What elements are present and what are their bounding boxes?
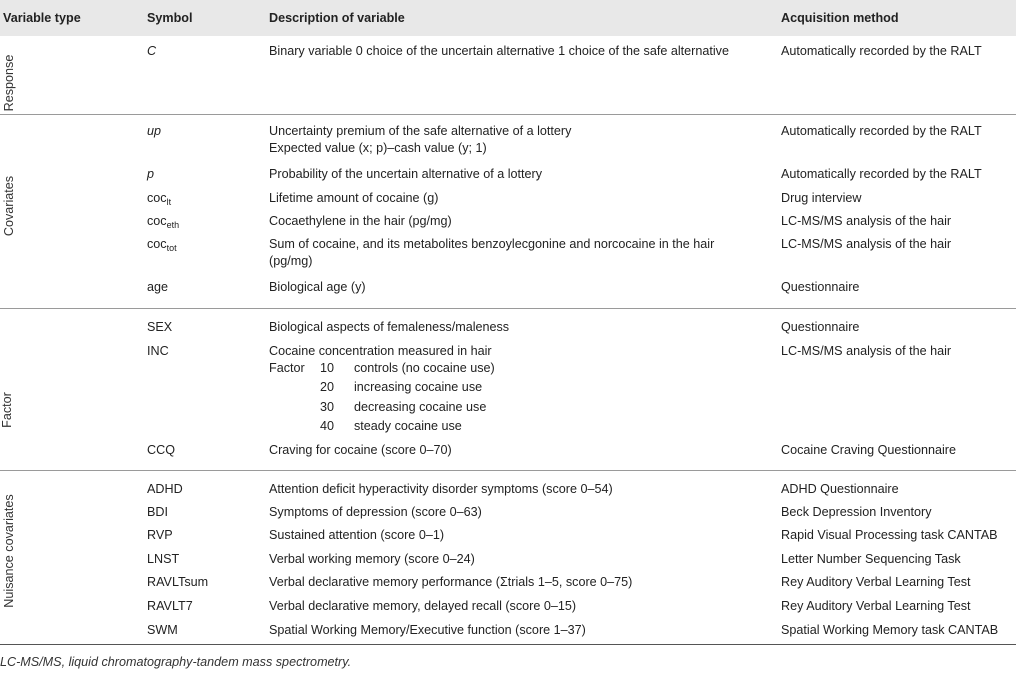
table-bottom-rule	[0, 644, 1016, 645]
symbol-cell: RAVLTsum	[147, 575, 209, 589]
acquisition-cell: LC-MS/MS analysis of the hair	[781, 214, 952, 228]
header-variable-type: Variable type	[3, 11, 81, 25]
table-header	[0, 0, 1016, 36]
symbol-cell: INC	[147, 344, 169, 358]
acquisition-cell: LC-MS/MS analysis of the hair	[781, 237, 952, 251]
symbol-cell: age	[147, 280, 169, 294]
acquisition-cell: Beck Depression Inventory	[781, 505, 932, 519]
header-symbol: Symbol	[147, 11, 193, 25]
description-cell: Verbal declarative memory performance (Σtrials 1–5, score 0–75)	[269, 575, 633, 589]
symbol-cell: RVP	[147, 528, 173, 542]
symbol-cell	[147, 190, 171, 207]
description-line: Expected value (x; p)–cash value (y; 1)	[269, 141, 487, 155]
acquisition-cell: Letter Number Sequencing Task	[781, 552, 961, 566]
description-cell: Sustained attention (score 0–1)	[269, 528, 445, 542]
description-cell: Verbal working memory (score 0–24)	[269, 552, 475, 566]
factor-level-value: 20	[319, 380, 334, 394]
description-cell: Lifetime amount of cocaine (g)	[269, 191, 439, 205]
description-cell: Biological age (y)	[269, 280, 366, 294]
acquisition-cell: Automatically recorded by the RALT	[781, 167, 982, 181]
factor-level-label: steady cocaine use	[354, 419, 462, 433]
symbol-cell: C	[147, 44, 157, 58]
description-cell: Attention deficit hyperactivity disorder symptoms (score 0–54)	[269, 482, 613, 496]
description-cell: Sum of cocaine, and its metabolites benzoylecgonine and norcocaine in the hair (pg/mg)	[269, 237, 715, 268]
symbol-subscript: eth	[166, 220, 180, 230]
section-divider	[0, 470, 1016, 471]
acquisition-cell: Automatically recorded by the RALT	[781, 124, 982, 138]
description-cell: Cocaine concentration measured in hair	[269, 344, 492, 358]
symbol-cell: ADHD	[147, 482, 183, 496]
description-cell: Binary variable 0 choice of the uncertain alternative 1 choice of the safe alternative	[269, 44, 729, 58]
acquisition-cell: Cocaine Craving Questionnaire	[781, 443, 957, 457]
symbol-subscript: lt	[166, 197, 172, 207]
factor-level-label: decreasing cocaine use	[354, 400, 487, 414]
description-cell: Spatial Working Memory/Executive function (score 1–37)	[269, 623, 586, 637]
header-acquisition: Acquisition method	[781, 11, 899, 25]
symbol-cell: CCQ	[147, 443, 175, 457]
symbol-cell: up	[147, 124, 162, 138]
acquisition-cell: Rapid Visual Processing task CANTAB	[781, 528, 998, 542]
section-label-covariates: Covariates	[2, 175, 16, 237]
symbol-base: coc	[147, 214, 167, 228]
acquisition-cell: LC-MS/MS analysis of the hair	[781, 344, 952, 358]
symbol-cell	[147, 213, 179, 230]
header-description: Description of variable	[269, 11, 405, 25]
description-cell: Craving for cocaine (score 0–70)	[269, 443, 452, 457]
factor-level-value: 10	[319, 361, 334, 375]
factor-word: Factor	[269, 361, 305, 375]
symbol-base: coc	[147, 237, 167, 251]
section-divider	[0, 308, 1016, 309]
symbol-cell: RAVLT7	[147, 599, 193, 613]
symbol-cell	[147, 236, 177, 253]
description-cell: Verbal declarative memory, delayed recall (score 0–15)	[269, 599, 577, 613]
section-label-factor: Factor	[0, 392, 14, 428]
description-cell: Cocaethylene in the hair (pg/mg)	[269, 214, 452, 228]
acquisition-cell: Drug interview	[781, 191, 862, 205]
symbol-cell: BDI	[147, 505, 168, 519]
symbol-cell: SWM	[147, 623, 178, 637]
description-cell	[269, 123, 739, 157]
factor-level-value: 40	[319, 419, 334, 433]
section-label-nuisance: Nuisance covariates	[2, 494, 16, 608]
acquisition-cell: ADHD Questionnaire	[781, 482, 899, 496]
acquisition-cell: Questionnaire	[781, 280, 860, 294]
section-label-response: Response	[2, 54, 16, 112]
acquisition-cell: Automatically recorded by the RALT	[781, 44, 982, 58]
acquisition-cell: Rey Auditory Verbal Learning Test	[781, 599, 971, 613]
acquisition-cell: Spatial Working Memory task CANTAB	[781, 623, 999, 637]
acquisition-cell: Questionnaire	[781, 320, 860, 334]
factor-level-label: controls (no cocaine use)	[354, 361, 495, 375]
factor-level-label: increasing cocaine use	[354, 380, 483, 394]
symbol-subscript: tot	[166, 243, 177, 253]
symbol-base: coc	[147, 191, 167, 205]
description-line: Uncertainty premium of the safe alternative of a lottery	[269, 124, 572, 138]
symbol-cell: p	[147, 167, 155, 181]
symbol-cell: SEX	[147, 320, 173, 334]
description-cell: Biological aspects of femaleness/maleness	[269, 320, 510, 334]
section-divider	[0, 114, 1016, 115]
symbol-cell: LNST	[147, 552, 180, 566]
table-footnote: LC-MS/MS, liquid chromatography-tandem mass spectrometry.	[0, 655, 352, 669]
acquisition-cell: Rey Auditory Verbal Learning Test	[781, 575, 971, 589]
description-cell: Probability of the uncertain alternative of a lottery	[269, 167, 543, 181]
description-cell: Symptoms of depression (score 0–63)	[269, 505, 482, 519]
factor-level-value: 30	[319, 400, 334, 414]
